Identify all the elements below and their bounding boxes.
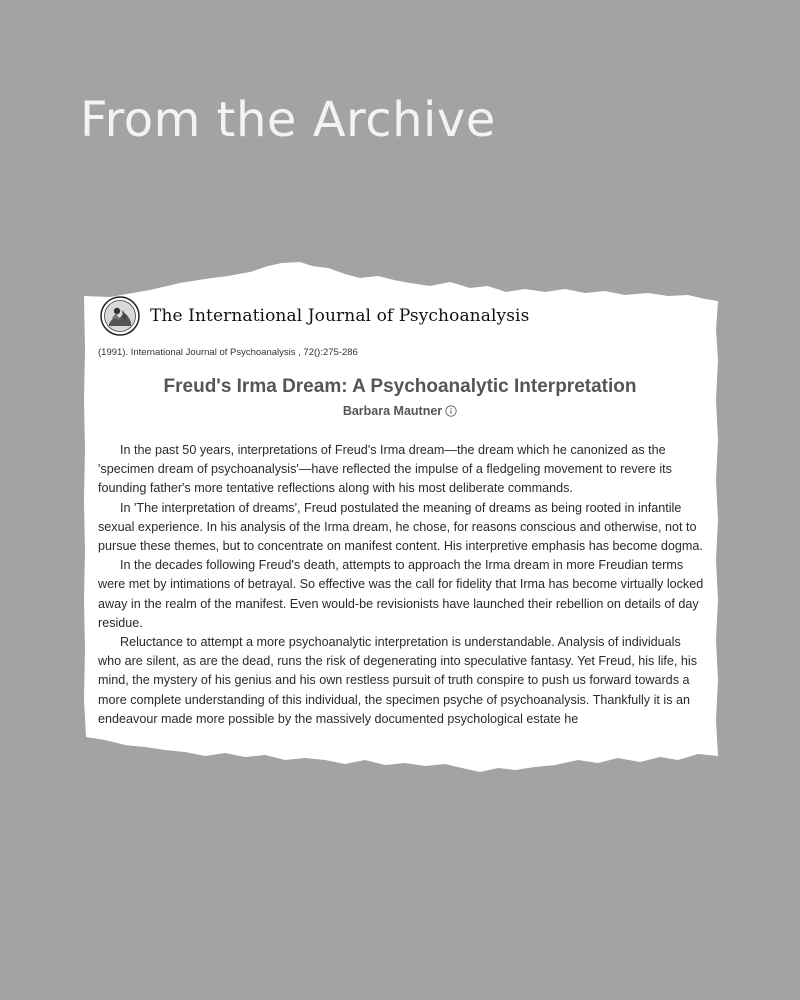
author-line (84, 404, 716, 418)
journal-name: The International Journal of Psychoanalysis (150, 306, 530, 326)
page-heading: From the Archive (80, 92, 496, 148)
paragraph: Reluctance to attempt a more psychoanalytic interpretation is understandable. Analysis of individuals who are silent, as are the dead, runs the risk of degenerating into speculative fantasy. Yet Freud, his life, his mind, the mystery of his genius and his own restless pursuit of truth conspire to push us forward towards a more complete understanding of this individual, the specimen psyche of psychoanalysis. Thankfully it is an endeavour made more possible by the massively documented psychological estate he (98, 635, 698, 726)
article-title: Freud's Irma Dream: A Psychoanalytic Interpretation (163, 376, 637, 397)
paragraph: In the decades following Freud's death, attempts to approach the Irma dream in more Freudian terms were met by intimations of betrayal. So effective was the call for fidelity that Irma has become virtually locked away in the realm of the manifest. Even would-be revisionists have launched their rebellion on details of day residue. (98, 558, 704, 630)
citation: (1991). International Journal of Psychoanalysis , 72():275-286 (98, 347, 358, 358)
article-body (98, 441, 706, 729)
paragraph: In the past 50 years, interpretations of Freud's Irma dream—the dream which he canonized as the 'specimen dream of psychoanalysis'—have reflected the impulse of a fledgeling movement to revere its founding father's more tentative reflections along with his most deliberate commands. (98, 443, 672, 496)
paragraph: In 'The interpretation of dreams', Freud postulated the meaning of dreams as being rooted in infantile sexual experience. In his analysis of the Irma dream, he chose, for reasons conscious and otherwise, not to pursue these themes, but to concentrate on manifest content. His interpretive emphasis has become dogma. (98, 500, 703, 554)
author-name[interactable]: Barbara Mautner (342, 404, 443, 418)
article-page (84, 296, 716, 766)
info-icon[interactable] (445, 405, 457, 417)
journal-header (100, 296, 529, 336)
journal-logo-seal-icon (100, 296, 140, 336)
